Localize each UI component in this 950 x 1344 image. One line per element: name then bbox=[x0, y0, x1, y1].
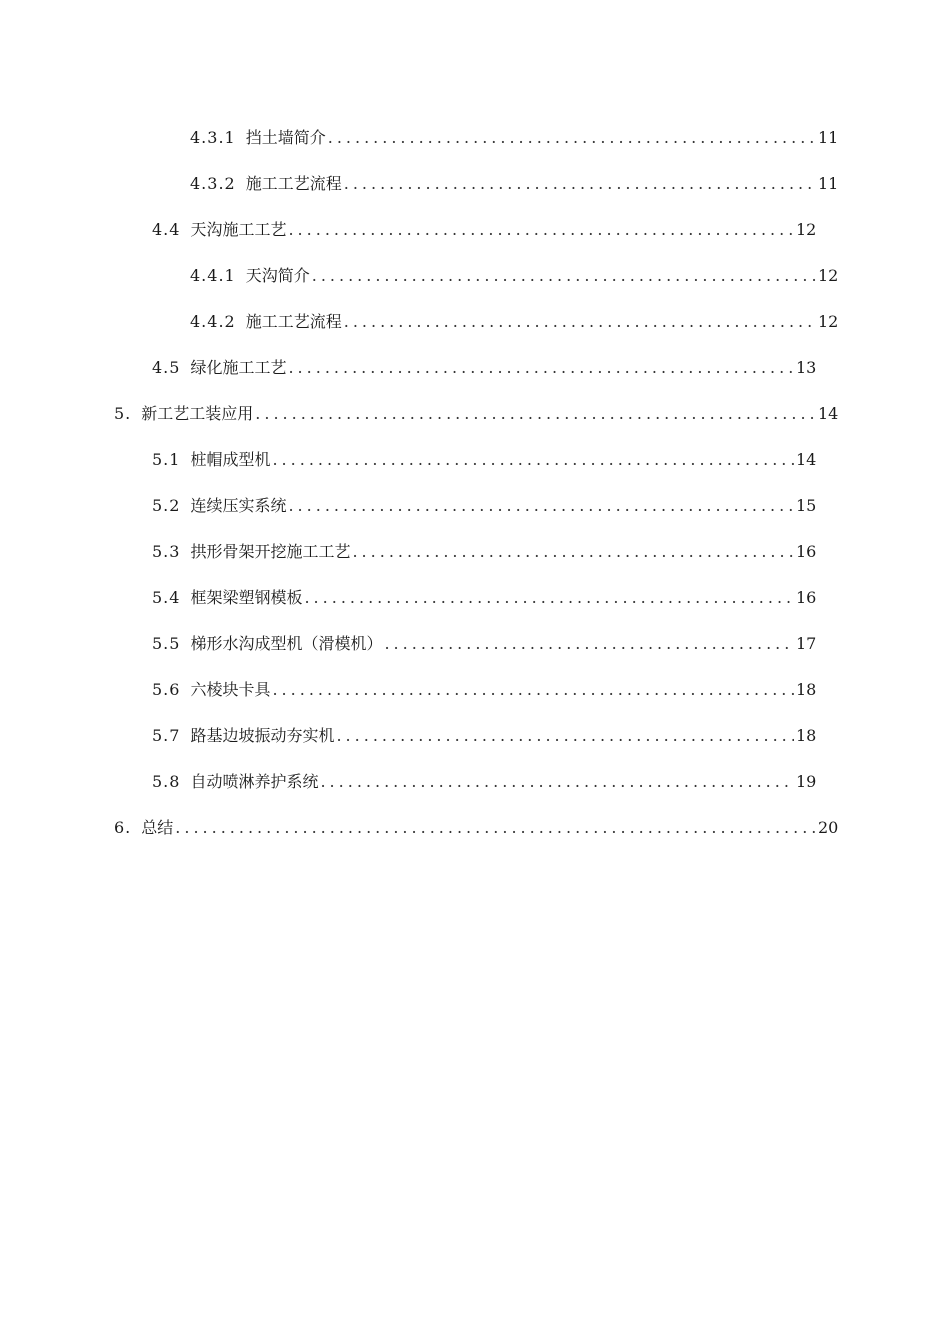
toc-entry-title: 连续压实系统 bbox=[190, 496, 287, 515]
toc-entry-page: 17 bbox=[796, 634, 817, 653]
toc-entry-page: 14 bbox=[796, 450, 817, 469]
toc-entry-4-4-2[interactable] bbox=[190, 310, 839, 334]
toc-entry-page: 16 bbox=[796, 542, 817, 561]
toc-entry-5[interactable] bbox=[114, 402, 839, 426]
toc-entry-5-6[interactable] bbox=[152, 678, 817, 702]
toc-entry-5-7[interactable] bbox=[152, 724, 817, 748]
toc-entry-number: 4.5 bbox=[152, 358, 181, 377]
toc-entry-number: 5.1 bbox=[152, 450, 181, 469]
toc-entry-number: 5. bbox=[114, 404, 132, 423]
dot-leader bbox=[384, 632, 794, 656]
toc-entry-4-5[interactable] bbox=[152, 356, 817, 380]
toc-entry-number: 5.6 bbox=[152, 680, 181, 699]
toc-entry-number: 5.5 bbox=[152, 634, 181, 653]
toc-entry-title: 新工艺工装应用 bbox=[141, 404, 254, 423]
toc-entry-title: 绿化施工工艺 bbox=[190, 358, 287, 377]
dot-leader bbox=[175, 816, 816, 840]
toc-entry-title: 天沟简介 bbox=[245, 266, 310, 285]
toc-entry-5-4[interactable] bbox=[152, 586, 817, 610]
toc-entry-5-5[interactable] bbox=[152, 632, 817, 656]
dot-leader bbox=[352, 540, 794, 564]
toc-entry-5-1[interactable] bbox=[152, 448, 817, 472]
dot-leader bbox=[288, 218, 794, 242]
toc-entry-number: 4.3.2 bbox=[190, 174, 236, 193]
dot-leader bbox=[304, 586, 794, 610]
dot-leader bbox=[328, 126, 816, 150]
toc-entry-number: 5.8 bbox=[152, 772, 181, 791]
toc-entry-number: 6. bbox=[114, 818, 132, 837]
toc-entry-title: 挡土墙简介 bbox=[245, 128, 326, 147]
toc-entry-5-3[interactable] bbox=[152, 540, 817, 564]
toc-entry-number: 5.3 bbox=[152, 542, 181, 561]
toc-entry-number: 4.3.1 bbox=[190, 128, 236, 147]
toc-entry-number: 5.2 bbox=[152, 496, 181, 515]
toc-entry-page: 18 bbox=[796, 726, 817, 745]
toc-entry-title: 施工工艺流程 bbox=[245, 312, 342, 331]
toc-entry-6[interactable] bbox=[114, 816, 839, 840]
dot-leader bbox=[344, 310, 816, 334]
toc-entry-title: 梯形水沟成型机（滑模机） bbox=[190, 634, 383, 653]
dot-leader bbox=[344, 172, 816, 196]
dot-leader bbox=[272, 448, 794, 472]
toc-entry-page: 16 bbox=[796, 588, 817, 607]
toc-entry-title: 天沟施工工艺 bbox=[190, 220, 287, 239]
toc-entry-page: 15 bbox=[796, 496, 817, 515]
toc-entry-title: 框架梁塑钢模板 bbox=[190, 588, 303, 607]
toc-entry-page: 20 bbox=[818, 818, 839, 837]
toc-entry-page: 18 bbox=[796, 680, 817, 699]
toc-entry-title: 桩帽成型机 bbox=[190, 450, 271, 469]
dot-leader bbox=[272, 678, 794, 702]
toc-entry-number: 5.4 bbox=[152, 588, 181, 607]
dot-leader bbox=[288, 356, 794, 380]
toc-entry-page: 19 bbox=[796, 772, 817, 791]
toc-entry-title: 总结 bbox=[141, 818, 174, 837]
toc-entry-number: 4.4 bbox=[152, 220, 181, 239]
toc-entry-title: 路基边坡振动夯实机 bbox=[190, 726, 335, 745]
dot-leader bbox=[320, 770, 794, 794]
toc-entry-number: 4.4.2 bbox=[190, 312, 236, 331]
toc-entry-page: 14 bbox=[818, 404, 839, 423]
toc-entry-4-3-2[interactable] bbox=[190, 172, 839, 196]
dot-leader bbox=[336, 724, 794, 748]
toc-entry-page: 12 bbox=[818, 266, 839, 285]
toc-entry-title: 六棱块卡具 bbox=[190, 680, 271, 699]
dot-leader bbox=[288, 494, 794, 518]
toc-entry-page: 12 bbox=[796, 220, 817, 239]
toc-entry-4-4[interactable] bbox=[152, 218, 817, 242]
toc-entry-page: 11 bbox=[818, 174, 839, 193]
dot-leader bbox=[255, 402, 816, 426]
toc-entry-title: 施工工艺流程 bbox=[245, 174, 342, 193]
toc-entry-title: 自动喷淋养护系统 bbox=[190, 772, 319, 791]
dot-leader bbox=[312, 264, 816, 288]
toc-entry-page: 12 bbox=[818, 312, 839, 331]
toc-entry-5-8[interactable] bbox=[152, 770, 817, 794]
toc-entry-page: 13 bbox=[796, 358, 817, 377]
toc-entry-5-2[interactable] bbox=[152, 494, 817, 518]
toc-entry-page: 11 bbox=[818, 128, 839, 147]
toc-entry-number: 5.7 bbox=[152, 726, 181, 745]
toc-entry-4-4-1[interactable] bbox=[190, 264, 839, 288]
toc-entry-number: 4.4.1 bbox=[190, 266, 236, 285]
toc-entry-4-3-1[interactable] bbox=[190, 126, 839, 150]
toc-entry-title: 拱形骨架开挖施工工艺 bbox=[190, 542, 351, 561]
